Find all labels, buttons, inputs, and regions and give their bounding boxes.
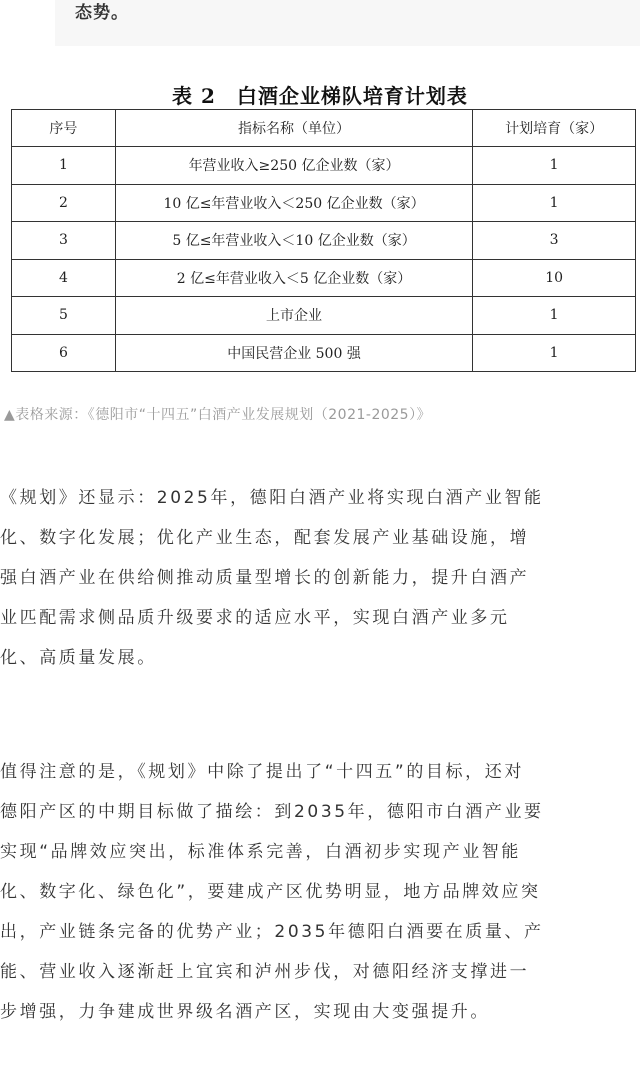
row-index: 1 (12, 147, 116, 185)
paragraph-line: 实现“品牌效应突出，标准体系完善，白酒初步实现产业智能 (0, 842, 522, 862)
paragraph-line: 值得注意的是，《规划》中除了提出了“十四五”的目标，还对 (0, 762, 524, 782)
table-source-caption: ▲表格来源：《德阳市“十四五”白酒产业发展规划（2021-2025）》 (4, 407, 432, 423)
row-target: 3 (473, 222, 636, 260)
table-row (12, 297, 636, 335)
row-target: 10 (473, 259, 636, 297)
table-row (12, 147, 636, 185)
row-indicator: 5 亿≤年营业收入＜10 亿企业数（家） (115, 222, 472, 260)
table-header-row (12, 110, 636, 147)
row-target: 1 (473, 147, 636, 185)
paragraph-line: 步增强，力争建成世界级名酒产区，实现由大变强提升。 (0, 1002, 490, 1022)
row-index: 6 (12, 334, 116, 372)
header-index: 序号 (12, 110, 116, 147)
row-indicator: 中国民营企业 500 强 (115, 334, 472, 372)
paragraph-line: 能、营业收入逐渐赶上宜宾和泸州步伐，对德阳经济支撑进一 (0, 962, 530, 982)
table-row (12, 259, 636, 297)
header-indicator: 指标名称（单位） (115, 110, 472, 147)
paragraph-line: 《规划》还显示：2025年，德阳白酒产业将实现白酒产业智能 (0, 488, 544, 508)
paragraph-line: 化、数字化发展；优化产业生态，配套发展产业基础设施，增 (0, 528, 530, 548)
row-target: 1 (473, 297, 636, 335)
paragraph-line: 强白酒产业在供给侧推动质量型增长的创新能力，提升白酒产 (0, 568, 530, 588)
table-row (12, 334, 636, 372)
quote-text: 态势。 (75, 3, 129, 23)
row-index: 5 (12, 297, 116, 335)
article-paragraph (0, 752, 640, 1032)
row-indicator: 2 亿≤年营业收入＜5 亿企业数（家） (115, 259, 472, 297)
row-target: 1 (473, 334, 636, 372)
paragraph-line: 业匹配需求侧品质升级要求的适应水平，实现白酒产业多元 (0, 608, 510, 628)
paragraph-line: 化、数字化、绿色化”，要建成产区优势明显，地方品牌效应突 (0, 882, 541, 902)
row-index: 2 (12, 184, 116, 222)
row-indicator: 上市企业 (115, 297, 472, 335)
paragraph-line: 化、高质量发展。 (0, 648, 157, 668)
article-paragraph (0, 478, 640, 678)
table-row (12, 222, 636, 260)
row-indicator: 年营业收入≥250 亿企业数（家） (115, 147, 472, 185)
table-title: 表 2 白酒企业梯队培育计划表 (172, 84, 468, 108)
quote-block (55, 0, 640, 46)
header-target: 计划培育（家） (473, 110, 636, 147)
row-index: 3 (12, 222, 116, 260)
row-indicator: 10 亿≤年营业收入＜250 亿企业数（家） (115, 184, 472, 222)
plan-table (11, 109, 636, 372)
paragraph-line: 出，产业链条完备的优势产业；2035年德阳白酒要在质量、产 (0, 922, 544, 942)
table-row (12, 184, 636, 222)
row-target: 1 (473, 184, 636, 222)
paragraph-line: 德阳产区的中期目标做了描绘：到2035年，德阳市白酒产业要 (0, 802, 544, 822)
row-index: 4 (12, 259, 116, 297)
